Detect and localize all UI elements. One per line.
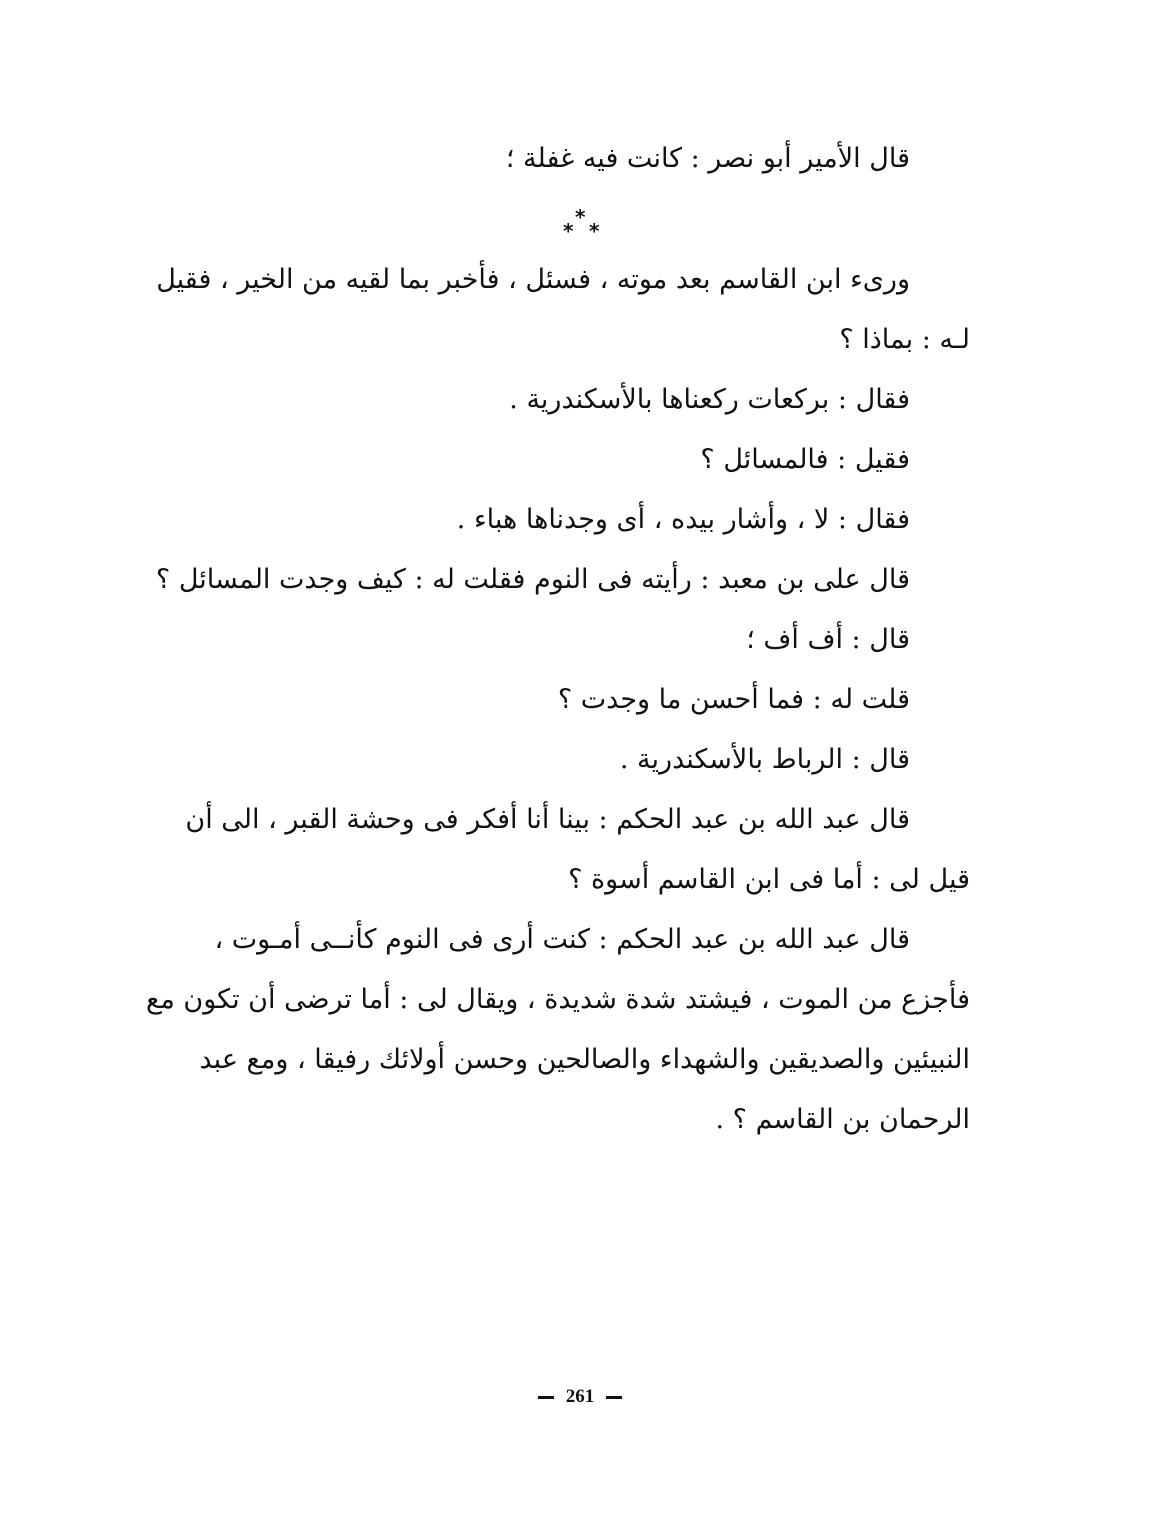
text-line-5: فقيل : فالمسائل ؟ bbox=[700, 444, 910, 475]
text-line-12: قيل لى : أما فى ابن القاسم أسوة ؟ bbox=[568, 864, 970, 895]
text-line-8: قال : أف أف ؛ bbox=[746, 624, 910, 655]
asterisk-icon: * bbox=[575, 205, 586, 229]
text-line-4: فقال : بركعات ركعناها بالأسكندرية . bbox=[509, 384, 910, 415]
asterisk-icon: * bbox=[589, 219, 600, 243]
text-line-13: قال عبد الله بن عبد الحكم : كنت أرى فى النوم كأنــى أمـوت ، bbox=[214, 924, 910, 955]
text-line-15: النبيئين والصديقين والشهداء والصالحين وحسن أولائك رفيقا ، ومع عبد bbox=[199, 1044, 970, 1075]
text-line-16: الرحمان بن القاسم ؟ . bbox=[715, 1104, 970, 1135]
section-separator bbox=[555, 205, 625, 241]
page-number bbox=[0, 1382, 1160, 1412]
text-line-3: لـه : بماذا ؟ bbox=[839, 324, 970, 355]
text-line-9: قلت له : فما أحسن ما وجدت ؟ bbox=[557, 684, 910, 715]
text-line-7: قال على بن معبد : رأيته فى النوم فقلت له : كيف وجدت المسائل ؟ bbox=[155, 564, 910, 595]
page-number-value: 261 bbox=[565, 1386, 595, 1407]
asterisk-icon: * bbox=[563, 219, 574, 243]
text-line-10: قال : الرباط بالأسكندرية . bbox=[619, 744, 910, 775]
dash-icon bbox=[538, 1396, 554, 1399]
text-line-14: فأجزع من الموت ، فيشتد شدة شديدة ، ويقال لى : أما ترضى أن تكون مع bbox=[145, 984, 970, 1015]
text-line-6: فقال : لا ، وأشار بيده ، أى وجدناها هباء . bbox=[456, 504, 910, 535]
text-line-11: قال عبد الله بن عبد الحكم : بينا أنا أفكر فى وحشة القبر ، الى أن bbox=[185, 804, 910, 835]
text-line-2: ورىء ابن القاسم بعد موته ، فسئل ، فأخبر بما لقيه من الخير ، فقيل bbox=[156, 264, 910, 295]
dash-icon bbox=[606, 1396, 622, 1399]
text-line-1: قال الأمير أبو نصر : كانت فيه غفلة ؛ bbox=[505, 143, 910, 174]
